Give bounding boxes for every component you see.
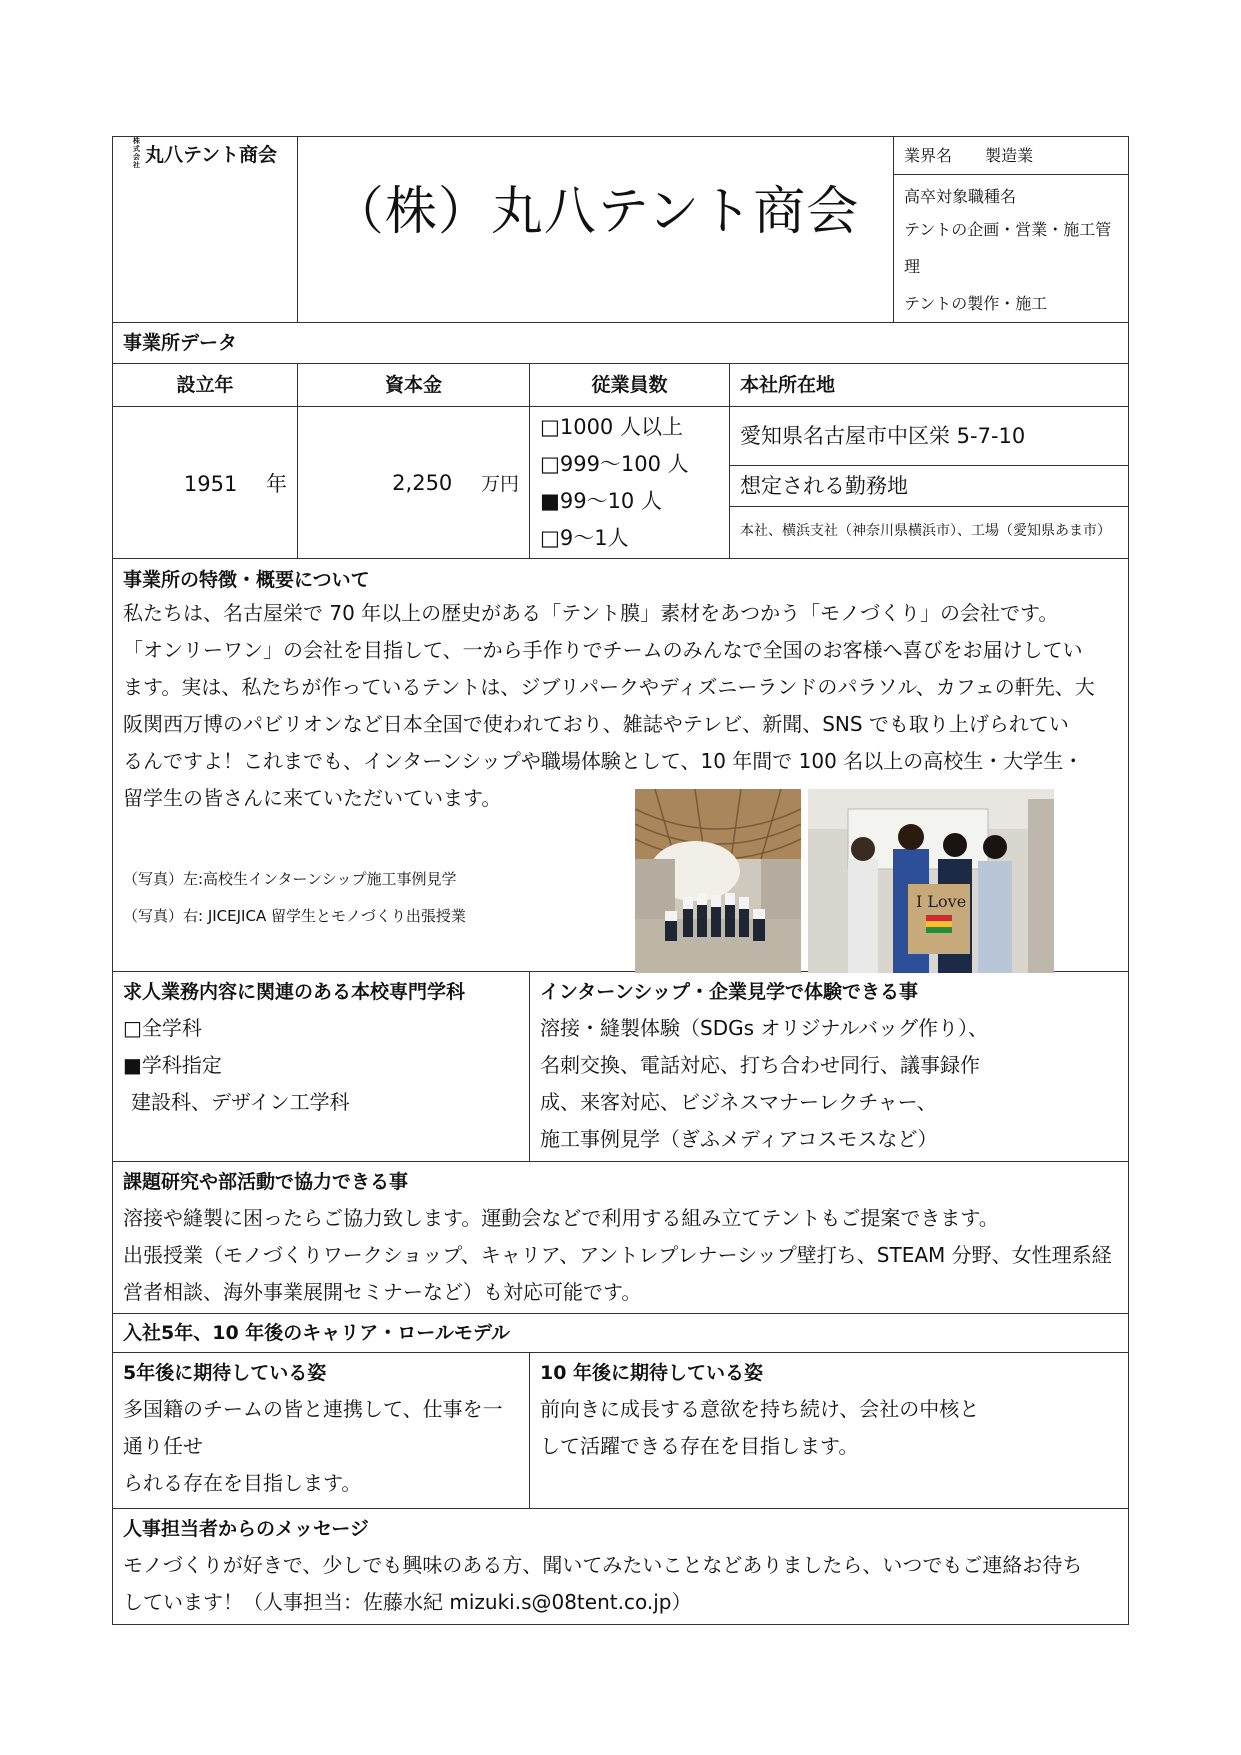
photo-jica-class xyxy=(808,789,1054,973)
career-title: 入社5年、10 年後のキャリア・ロールモデル xyxy=(113,1314,1129,1353)
features-line: 留学生の皆さんに来ていただいています。 xyxy=(123,786,502,810)
info-table xyxy=(112,136,1129,1625)
message-title: 人事担当者からのメッセージ xyxy=(123,1518,369,1540)
employee-option: □9～1人 xyxy=(540,526,629,550)
industry-value: 製造業 xyxy=(985,146,1034,165)
cooperation-cell xyxy=(113,1162,1129,1314)
capital-cell xyxy=(298,407,530,559)
work-locations: 本社、横浜支社（神奈川県横浜市）、工場（愛知県あま市） xyxy=(740,523,1111,539)
company-name-cell xyxy=(298,137,894,323)
features-body xyxy=(123,595,1118,817)
career-five-cell xyxy=(113,1353,530,1509)
cooperation-title: 課題研究や部活動で協力できる事 xyxy=(123,1171,409,1193)
internship-cell xyxy=(530,972,1129,1162)
departments-title: 求人業務内容に関連のある本校専門学科 xyxy=(123,981,466,1003)
bag-text: I Love xyxy=(916,892,967,911)
features-line: 阪関西万博のパビリオンなど日本全国で使われており、雑誌やテレビ、新聞、SNS でも取り上げられてい xyxy=(123,712,1069,736)
department-option: □全学科 xyxy=(123,1016,202,1040)
col-founded: 設立年 xyxy=(113,364,298,407)
career-ten-cell xyxy=(530,1353,1129,1509)
founded-cell xyxy=(113,407,298,559)
features-line: 私たちは、名古屋栄で 70 年以上の歴史がある「テント膜」素材をあつかう「モノづくり」の会社です。 xyxy=(123,601,1059,625)
employees-cell xyxy=(530,407,730,559)
office-data-title: 事業所データ xyxy=(113,323,1129,364)
job-types-label: 高卒対象職種名 xyxy=(904,187,1017,206)
company-logo xyxy=(113,137,297,169)
career-five-line: られる存在を目指します。 xyxy=(123,1471,362,1495)
logo-prefix: 株式会社 xyxy=(132,137,140,169)
employee-option: ■99～10 人 xyxy=(540,489,662,513)
career-five-title: 5年後に期待している姿 xyxy=(123,1362,327,1384)
career-ten-title: 10 年後に期待している姿 xyxy=(540,1362,764,1384)
industry-row xyxy=(894,137,1128,175)
internship-line: 名刺交換、電話対応、打ち合わせ同行、議事録作 xyxy=(540,1053,980,1077)
message-line: しています！（人事担当：佐藤水紀 mizuki.s@08tent.co.jp） xyxy=(123,1590,692,1614)
industry-label: 業界名 xyxy=(904,146,953,165)
hq-address: 愛知県名古屋市中区栄 5-7-10 xyxy=(730,407,1128,466)
col-hq: 本社所在地 xyxy=(730,364,1129,407)
features-line: 「オンリーワン」の会社を目指して、一から手作りでチームのみんなで全国のお客様へ喜びをお届けしてい xyxy=(123,638,1083,662)
photo-caption-right: （写真）右: JICEJICA 留学生とモノづくり出張授業 xyxy=(123,907,466,925)
department-option: ■学科指定 xyxy=(123,1053,222,1077)
industry-cell xyxy=(894,137,1129,323)
job-type-item: テントの製作・施工 xyxy=(904,294,1048,313)
photo-students-tour xyxy=(635,789,801,973)
departments-cell xyxy=(113,972,530,1162)
department-specified: 建設科、デザイン工学科 xyxy=(131,1090,350,1114)
hq-cell xyxy=(730,407,1129,559)
message-cell xyxy=(113,1509,1129,1625)
col-capital: 資本金 xyxy=(298,364,530,407)
career-five-line: 多国籍のチームの皆と連携して、仕事を一通り任せ xyxy=(123,1397,503,1458)
company-sheet xyxy=(112,136,1128,1625)
internship-title: インターンシップ・企業見学で体験できる事 xyxy=(540,981,919,1003)
founded-year: 1951 xyxy=(183,471,238,496)
work-location-label: 想定される勤務地 xyxy=(730,466,1128,507)
career-ten-line: して活躍できる存在を目指します。 xyxy=(540,1434,859,1458)
founded-unit: 年 xyxy=(266,471,287,496)
employee-option: □1000 人以上 xyxy=(540,415,683,439)
logo-cell xyxy=(113,137,298,323)
internship-line: 成、来客対応、ビジネスマナーレクチャー、 xyxy=(540,1090,937,1114)
capital-unit: 万円 xyxy=(480,473,519,495)
internship-line: 施工事例見学（ぎふメディアコスモスなど） xyxy=(540,1127,938,1151)
career-ten-line: 前向きに成長する意欲を持ち続け、会社の中核と xyxy=(540,1397,980,1421)
cooperation-line: 営者相談、海外事業展開セミナーなど）も対応可能です。 xyxy=(123,1280,642,1304)
features-title: 事業所の特徴・概要について xyxy=(123,569,370,591)
internship-line: 溶接・縫製体験（SDGs オリジナルバッグ作り）、 xyxy=(540,1016,988,1040)
company-name: （株）丸八テント商会 xyxy=(331,182,860,242)
job-types xyxy=(894,175,1128,322)
cooperation-line: 出張授業（モノづくりワークショップ、キャリア、アントレプレナーシップ壁打ち、STEAM 分野、女性理系経 xyxy=(123,1243,1112,1267)
col-employees: 従業員数 xyxy=(530,364,730,407)
features-cell xyxy=(113,559,1129,972)
message-line: モノづくりが好きで、少しでも興味のある方、聞いてみたいことなどありましたら、いつでもご連絡お待ち xyxy=(123,1553,1083,1577)
logo-text: 丸八テント商会 xyxy=(144,143,278,166)
photo-caption-left: （写真）左:高校生インターンシップ施工事例見学 xyxy=(123,870,457,888)
cooperation-line: 溶接や縫製に困ったらご協力致します。運動会などで利用する組み立てテントもご提案できます。 xyxy=(123,1206,999,1230)
employee-option: □999～100 人 xyxy=(540,452,689,476)
features-line: るんですよ！これまでも、インターンシップや職場体験として、10 年間で 100 名以上の高校生・大学生・ xyxy=(123,749,1084,773)
job-type-item: テントの企画・営業・施工管理 xyxy=(904,220,1112,276)
features-line: ます。実は、私たちが作っているテントは、ジブリパークやディズニーランドのパラソル、カフェの軒先、大 xyxy=(123,675,1095,699)
photo-captions xyxy=(123,861,466,935)
capital-value: 2,250 xyxy=(392,471,453,495)
